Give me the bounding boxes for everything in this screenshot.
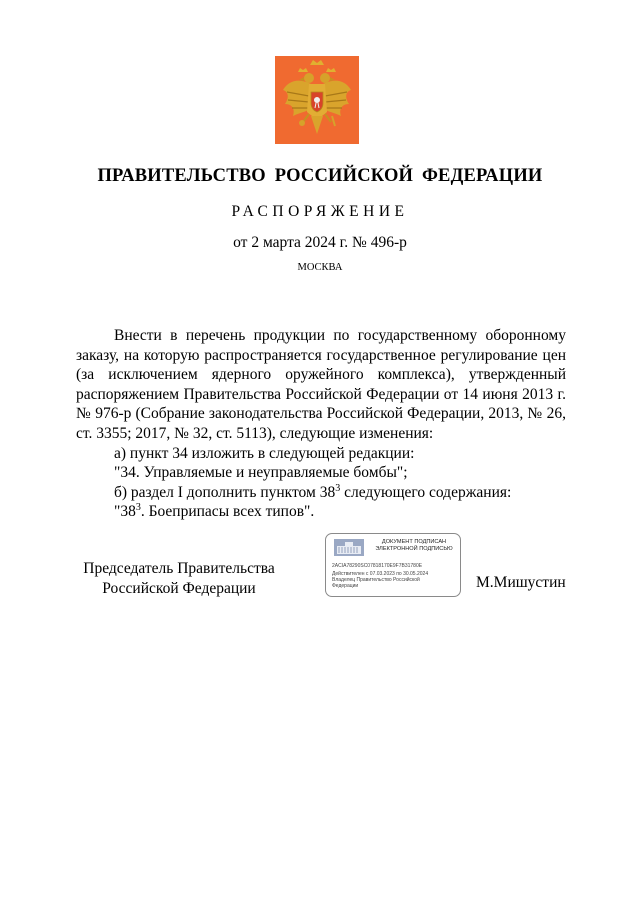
stamp-owner-line1: Владелец Правительство Российской (332, 577, 420, 583)
document-city: МОСКВА (297, 262, 343, 273)
signer-title (64, 559, 294, 598)
electronic-signature-stamp (325, 533, 461, 597)
stamp-owner-line2: Федерации (332, 583, 359, 589)
main-paragraph: Внести в перечень продукции по государственному оборонному заказу, на которую распространяется государственное регулирование цен (за исключением ядерного оружейного комплекса), утвержденный распоряжением Правительства Российской Федерации от 14 июня 2013 г. № 976-р (Собрание законодательства Российской Федерации, 2013, № 26, ст. 3355; 2017, № 32, ст. 5113), следующие изменения: (76, 327, 566, 442)
item-b-superscript: 3 (335, 482, 341, 494)
item-b-quote-start: "38 (114, 503, 136, 521)
signer-name: М.Мишустин (476, 574, 566, 591)
document-date-number: от 2 марта 2024 г. № 496-р (233, 234, 407, 251)
russian-coat-of-arms-icon (275, 56, 359, 144)
emblem (275, 56, 359, 144)
item-b-text-end: следующего содержания: (340, 483, 512, 501)
document-type: РАСПОРЯЖЕНИЕ (231, 203, 409, 220)
item-b (76, 483, 566, 503)
government-title: ПРАВИТЕЛЬСТВО РОССИЙСКОЙ ФЕДЕРАЦИИ (97, 166, 543, 186)
item-b-quote-superscript: 3 (135, 502, 141, 514)
item-b-quote (76, 502, 566, 522)
signer-title-line1: Председатель Правительства (83, 560, 275, 577)
government-building-icon (334, 539, 364, 556)
item-a-quote: "34. Управляемые и неуправляемые бомбы"; (114, 464, 408, 482)
item-b-quote-end: . Боеприпасы всех типов". (140, 503, 315, 521)
stamp-header (370, 539, 458, 553)
stamp-header-line2: ЭЛЕКТРОННОЙ ПОДПИСЬЮ (375, 546, 453, 552)
stamp-header-line1: ДОКУМЕНТ ПОДПИСАН (381, 539, 447, 545)
signer-title-line2: Российской Федерации (102, 579, 256, 597)
item-a: а) пункт 34 изложить в следующей редакции: (114, 444, 415, 462)
document-body (76, 326, 566, 522)
item-b-text: б) раздел I дополнить пунктом 38 (114, 483, 336, 501)
stamp-validity: Действителен с 07.03.2023 по 30.05.2024 (332, 571, 429, 577)
stamp-serial: 2ACIA78290SC07818170E9F7B31780E (332, 563, 423, 569)
